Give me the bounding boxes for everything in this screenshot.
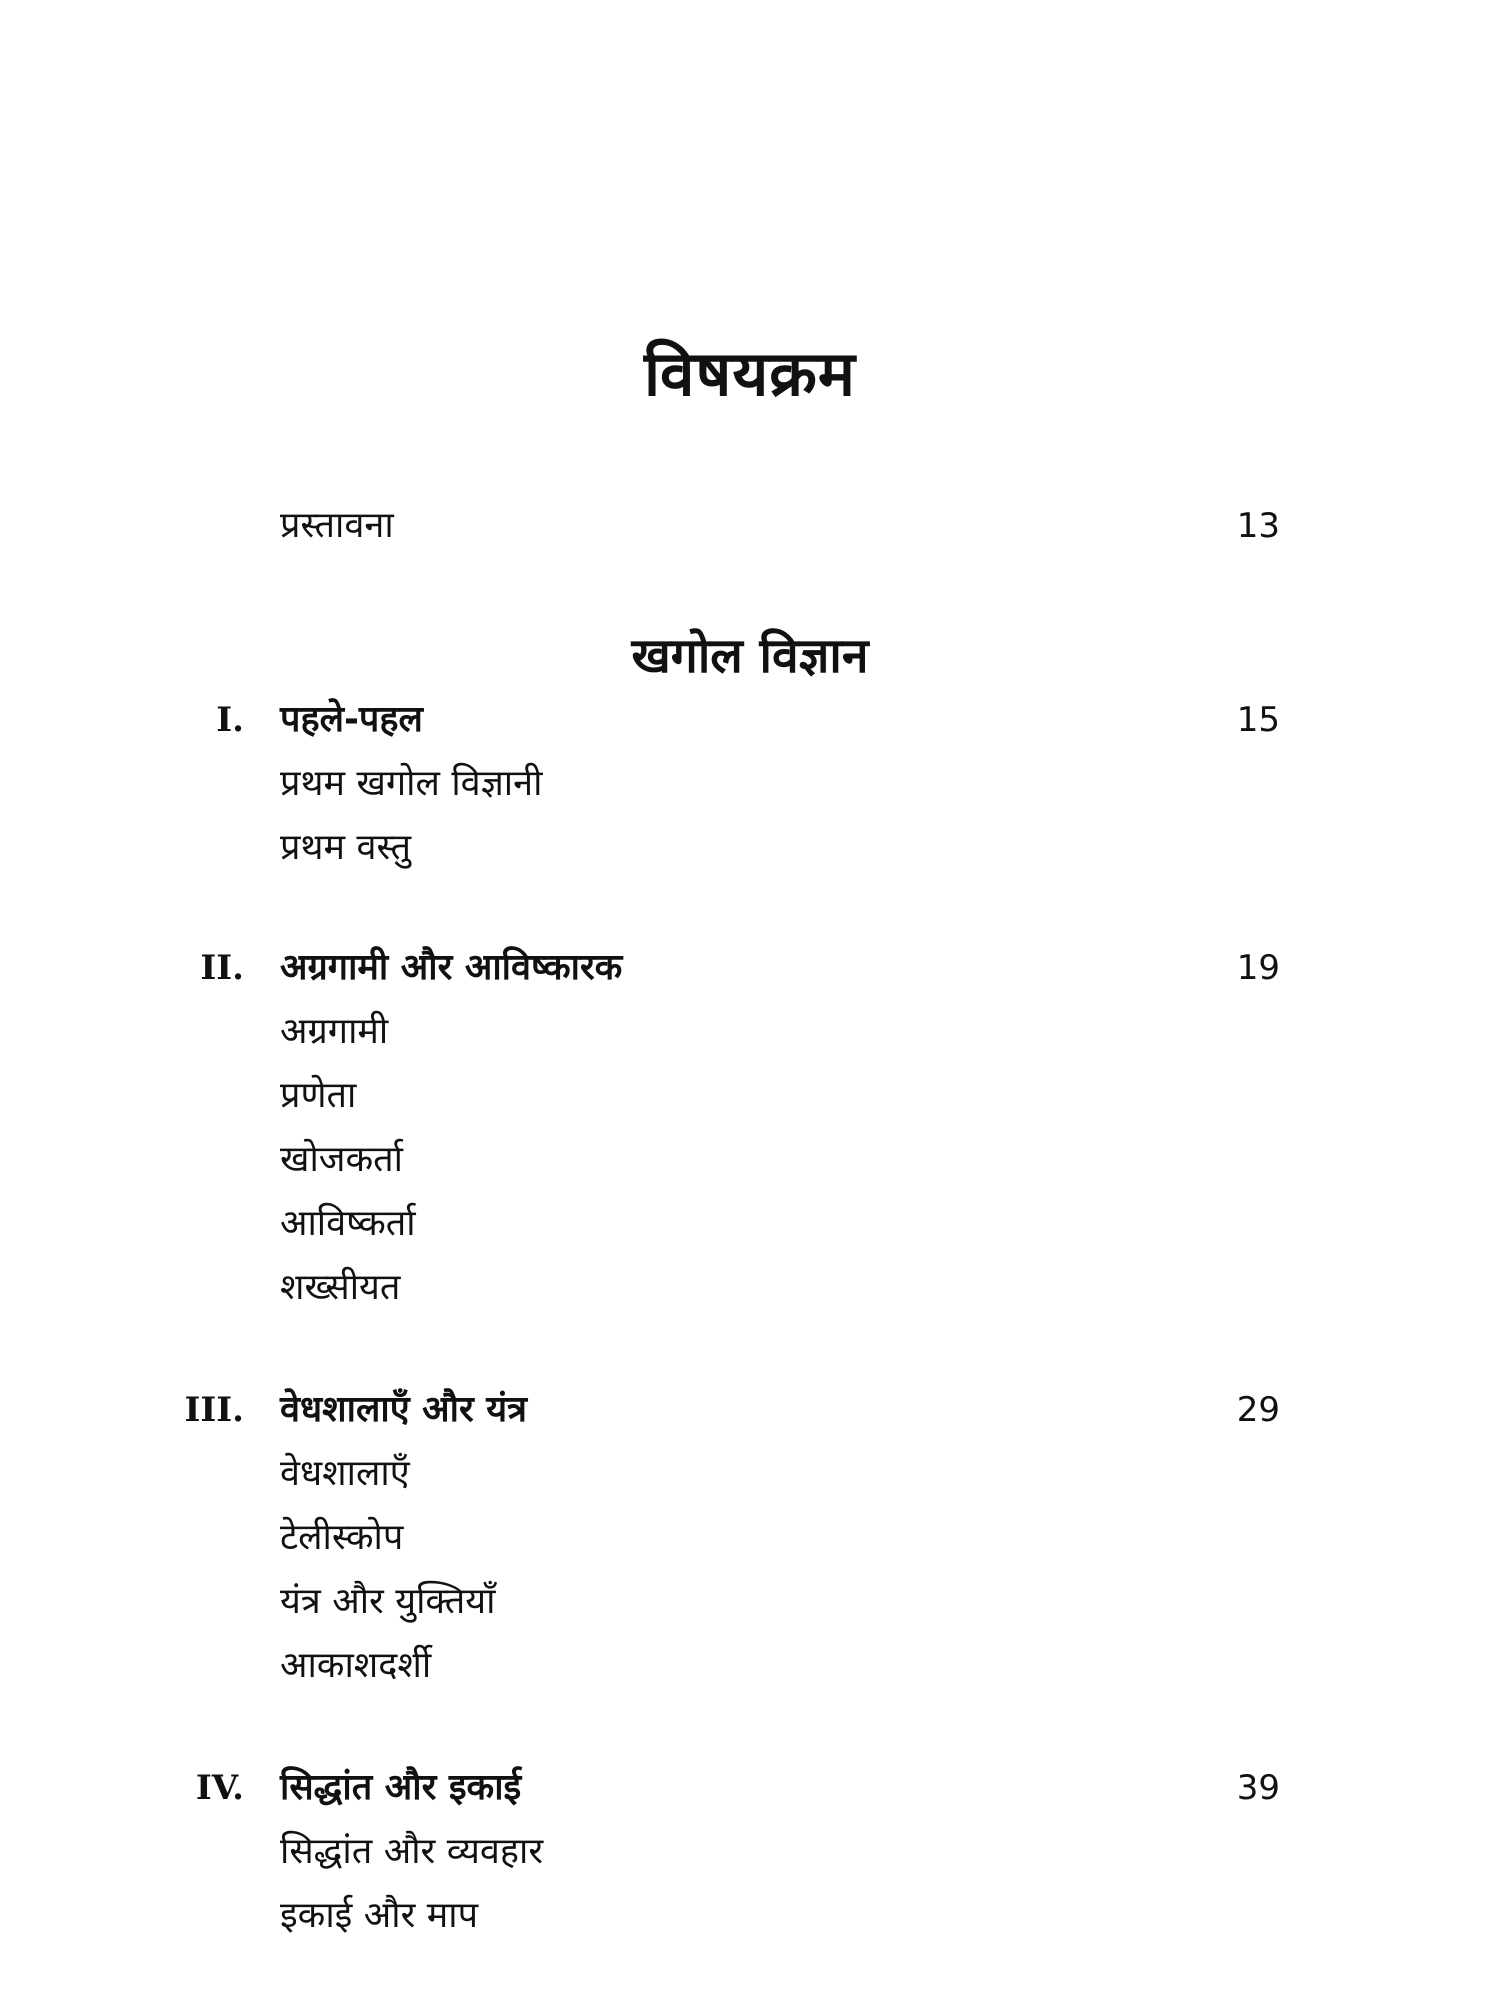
toc-subitem[interactable] xyxy=(0,1890,1500,1942)
toc-subitem[interactable] xyxy=(0,1826,1500,1878)
toc-page-number: 15 xyxy=(1236,700,1280,740)
toc-row-chapter-1[interactable] xyxy=(0,694,1500,746)
toc-row-chapter-3[interactable] xyxy=(0,1384,1500,1436)
toc-subitem[interactable] xyxy=(0,1576,1500,1628)
toc-page-number: 13 xyxy=(1236,506,1280,546)
toc-row-chapter-2[interactable] xyxy=(0,942,1500,994)
subitem-label: प्रथम वस्तु xyxy=(280,827,411,868)
toc-page-number: 39 xyxy=(1236,1768,1280,1808)
subitem-label: अग्रगामी xyxy=(280,1011,389,1052)
subitem-label: शख्सीयत xyxy=(280,1267,401,1308)
toc-subitem[interactable] xyxy=(0,1198,1500,1250)
toc-subitem[interactable] xyxy=(0,1640,1500,1692)
toc-subitem[interactable] xyxy=(0,1070,1500,1122)
toc-subitem[interactable] xyxy=(0,1262,1500,1314)
section-title: खगोल विज्ञान xyxy=(631,628,869,684)
toc-subitem[interactable] xyxy=(0,758,1500,810)
toc-subitem[interactable] xyxy=(0,1448,1500,1500)
subitem-label: प्रथम खगोल विज्ञानी xyxy=(280,763,543,804)
subitem-label: सिद्धांत और व्यवहार xyxy=(280,1831,544,1872)
subitem-label: आकाशदर्शी xyxy=(280,1645,432,1686)
toc-subitem[interactable] xyxy=(0,1134,1500,1186)
chapter-numeral: I. xyxy=(216,700,244,740)
subitem-label: आविष्कर्ता xyxy=(280,1203,416,1244)
toc-subitem[interactable] xyxy=(0,1512,1500,1564)
subitem-label: टेलीस्कोप xyxy=(280,1517,404,1558)
subitem-label: वेधशालाएँ xyxy=(280,1453,410,1494)
subitem-label: खोजकर्ता xyxy=(280,1139,403,1180)
chapter-numeral: IV. xyxy=(195,1768,244,1808)
chapter-numeral: II. xyxy=(200,948,244,988)
toc-row-chapter-4[interactable] xyxy=(0,1762,1500,1814)
subitem-label: प्रणेता xyxy=(280,1075,357,1116)
page-title: विषयक्रम xyxy=(643,337,857,410)
toc-subitem[interactable] xyxy=(0,822,1500,874)
toc-label: प्रस्तावना xyxy=(280,505,394,546)
subitem-label: यंत्र और युक्तियाँ xyxy=(280,1581,496,1622)
chapter-title: सिद्धांत और इकाई xyxy=(280,1767,522,1808)
toc-row-preface[interactable] xyxy=(0,500,1500,552)
toc-subitem[interactable] xyxy=(0,1006,1500,1058)
chapter-title: अग्रगामी और आविष्कारक xyxy=(280,947,623,988)
toc-page-number: 29 xyxy=(1236,1390,1280,1430)
toc-page-number: 19 xyxy=(1236,948,1280,988)
chapter-title: पहले-पहल xyxy=(280,699,423,740)
chapter-title: वेधशालाएँ और यंत्र xyxy=(280,1389,527,1430)
subitem-label: इकाई और माप xyxy=(280,1895,479,1936)
chapter-numeral: III. xyxy=(184,1390,244,1430)
